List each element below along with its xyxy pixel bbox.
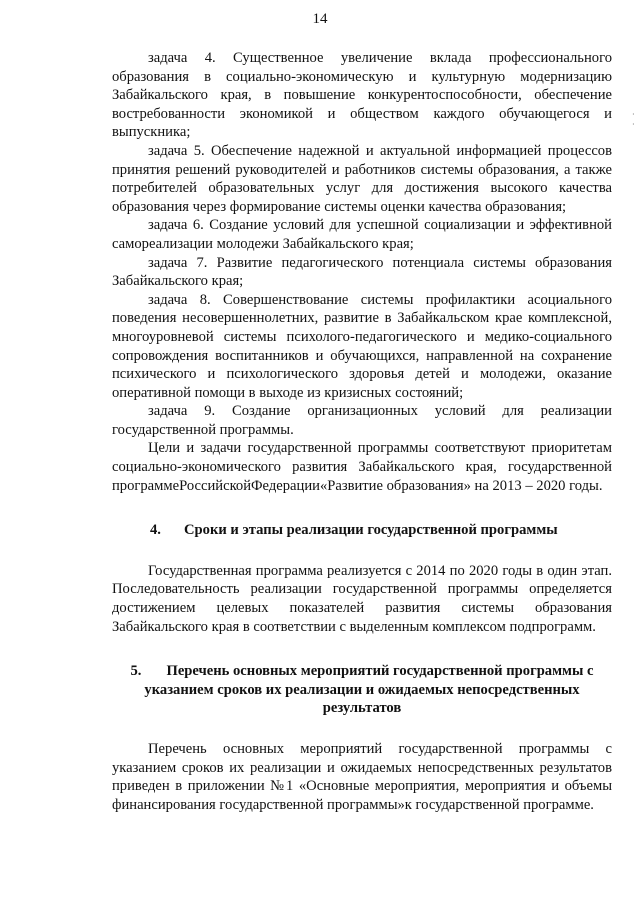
document-body xyxy=(112,49,612,814)
section-4-title: Сроки и этапы реализации государственной программы xyxy=(184,522,558,539)
paragraph-task-4: задача 4. Существенное увеличение вклада профессионального образования в социально-экономическую и культурную модернизацию Забайкальского края, в повышение конкурентоспособности, обеспечение востребованности экономикой и обществом каждого обучающегося и выпускника; xyxy=(112,50,612,141)
margin-marks: · · xyxy=(632,110,635,129)
paragraph-task-9: задача 9. Создание организационных условий для реализации государственной программы. xyxy=(112,403,612,438)
section-5-heading xyxy=(112,662,612,718)
section-4-heading xyxy=(112,521,612,540)
paragraph-task-5: задача 5. Обеспечение надежной и актуальной информацией процессов принятия решений руководителей и работников системы образования, а также потребителей образовательных услуг для достижения высокого качества образования через формирование системы оценки качества образования; xyxy=(112,142,612,215)
section-5-number: 5. xyxy=(130,663,142,680)
section-4-number: 4. xyxy=(150,522,161,539)
section-5-title: Перечень основных мероприятий государственной программы с указанием сроков их реализации и ожидаемых непосредственных результатов xyxy=(144,663,594,717)
paragraph-goals-priorities: Цели и задачи государственной программы соответствуют приоритетам социально-экономического развития Забайкальского края, государственной программеРоссийскойФедерации«Развитие образования» на 2013 – 2020 годы. xyxy=(112,440,612,494)
paragraph-task-6: задача 6. Создание условий для успешной социализации и эффективной самореализации молодежи Забайкальского края; xyxy=(112,217,612,252)
section-5-text: Перечень основных мероприятий государственной программы с указанием сроков их реализации и ожидаемых непосредственных результатов приведен в приложении №1 «Основные мероприятия, мероприятия и объемы финансирования государственной программы»к государственной программе. xyxy=(112,741,612,813)
page-number: 14 xyxy=(312,11,328,27)
paragraph-task-8: задача 8. Совершенствование системы профилактики асоциального поведения несовершеннолетних, развитие в Забайкальском крае комплексной, многоуровневой системы психолого-педагогического и медико-социального сопровождения воспитанников и обучающихся, направленной на сохранение психического и психологического здоровья детей и молодежи, оказание оперативной помощи в выходе из кризисных состояний; xyxy=(112,291,612,401)
section-4-text: Государственная программа реализуется с 2014 по 2020 годы в один этап. Последовательность реализации государственной программы определяется достижением целевых показателей развития системы образования Забайкальского края в соответствии с выделенным комплексом подпрограмм. xyxy=(112,562,612,635)
paragraph-task-7: задача 7. Развитие педагогического потенциала системы образования Забайкальского края; xyxy=(112,254,612,290)
